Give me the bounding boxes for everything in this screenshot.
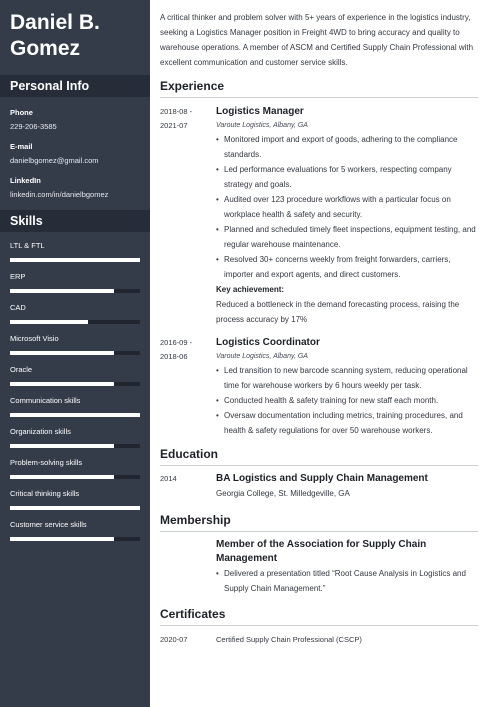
membership-bullets bbox=[216, 566, 478, 596]
skill-item bbox=[10, 517, 140, 548]
skill-level-fill bbox=[10, 382, 114, 386]
skill-item bbox=[10, 455, 140, 486]
entry-date: 2014 bbox=[160, 474, 177, 483]
certificate-entry bbox=[160, 633, 478, 647]
key-achievement-text: Reduced a bottleneck in the demand forecasting process, raising the process accuracy by 17% bbox=[216, 300, 460, 324]
job-title: Logistics Manager bbox=[216, 106, 304, 117]
linkedin-value[interactable]: linkedin.com/in/danielbgomez bbox=[10, 190, 109, 199]
bullet-item: • Led performance evaluations for 5 workers, respecting company strategy and goals. bbox=[216, 162, 478, 192]
sidebar bbox=[0, 0, 150, 707]
skills-heading: Skills bbox=[0, 210, 150, 232]
name-line-2: Gomez bbox=[10, 37, 81, 60]
skill-name: Customer service skills bbox=[10, 520, 87, 529]
company-name: Varoute Logistics, Albany, GA bbox=[216, 353, 308, 360]
job-bullets bbox=[216, 132, 478, 282]
company-name: Varoute Logistics, Albany, GA bbox=[216, 122, 308, 129]
bullet-item: • Led transition to new barcode scanning system, reducing operational time for warehouse workers by 6 hours weekly per task. bbox=[216, 363, 478, 393]
main-content bbox=[160, 0, 478, 647]
entry-date bbox=[160, 105, 216, 327]
skill-level-bar bbox=[10, 289, 140, 293]
entry-date: 2020-07 bbox=[160, 635, 188, 644]
skill-level-bar bbox=[10, 537, 140, 541]
entry-content bbox=[216, 105, 478, 327]
profile-summary: A critical thinker and problem solver with 5+ years of experience in the logistics industry, seeking a Logistics Manager position in Freight 4WD to bring accuracy and quality to warehouse operations. A member of ASCM and Certified Supply Chain Professional with excellent communication and customer service skills. bbox=[160, 13, 474, 67]
certificate-name: Certified Supply Chain Professional (CSCP) bbox=[216, 635, 362, 644]
phone-label: Phone bbox=[10, 108, 33, 117]
membership-name: Member of the Association for Supply Chain Management bbox=[216, 539, 427, 564]
bullet-item: • Monitored import and export of goods, adhering to the compliance standards. bbox=[216, 132, 478, 162]
skill-level-fill bbox=[10, 289, 114, 293]
school-name: Georgia College, St. Milledgeville, GA bbox=[216, 489, 350, 498]
entry-content bbox=[216, 538, 478, 596]
education-heading: Education bbox=[160, 447, 478, 466]
skill-item bbox=[10, 362, 140, 393]
skill-level-fill bbox=[10, 413, 140, 417]
membership-entry bbox=[160, 538, 478, 596]
skill-item bbox=[10, 393, 140, 424]
name-line-1: Daniel B. bbox=[10, 11, 100, 34]
bullet-item: • Audited over 123 procedure workflows with a particular focus on workplace health & safety and security. bbox=[216, 192, 478, 222]
email-value[interactable]: danielbgomez@gmail.com bbox=[10, 156, 99, 165]
skill-level-fill bbox=[10, 537, 114, 541]
skill-level-bar bbox=[10, 382, 140, 386]
skill-item bbox=[10, 238, 140, 269]
skill-item bbox=[10, 331, 140, 362]
date-end: 2021-07 bbox=[160, 121, 188, 130]
degree-title: BA Logistics and Supply Chain Management bbox=[216, 473, 428, 484]
skill-level-bar bbox=[10, 258, 140, 262]
skill-level-bar bbox=[10, 444, 140, 448]
skill-item bbox=[10, 269, 140, 300]
skill-name: Microsoft Visio bbox=[10, 334, 59, 343]
contact-info bbox=[0, 97, 150, 200]
bullet-item: • Delivered a presentation titled “Root Cause Analysis in Logistics and Supply Chain Management.” bbox=[216, 566, 478, 596]
skill-name: CAD bbox=[10, 303, 26, 312]
skill-name: Oracle bbox=[10, 365, 33, 374]
entry-date bbox=[160, 336, 216, 438]
skill-level-bar bbox=[10, 351, 140, 355]
experience-entry bbox=[160, 105, 478, 327]
education-entry bbox=[160, 472, 478, 502]
bullet-item: • Planned and scheduled timely fleet inspections, equipment testing, and regular warehouse maintenance. bbox=[216, 222, 478, 252]
bullet-item: • Conducted health & safety training for new staff each month. bbox=[216, 393, 478, 408]
bullet-item: • Oversaw documentation including metrics, training procedures, and health & safety regulations for over 50 warehouse workers. bbox=[216, 408, 478, 438]
entry-content bbox=[216, 336, 478, 438]
skill-name: Communication skills bbox=[10, 396, 81, 405]
job-title: Logistics Coordinator bbox=[216, 337, 320, 348]
skill-name: LTL & FTL bbox=[10, 241, 45, 250]
membership-heading: Membership bbox=[160, 513, 478, 532]
skill-level-fill bbox=[10, 351, 114, 355]
skills-list bbox=[0, 232, 150, 548]
skill-level-fill bbox=[10, 475, 114, 479]
skill-name: ERP bbox=[10, 272, 26, 281]
date-start: 2018-08 - bbox=[160, 107, 193, 116]
phone-value[interactable]: 229-206-3585 bbox=[10, 122, 57, 131]
skill-level-fill bbox=[10, 506, 140, 510]
skill-level-bar bbox=[10, 320, 140, 324]
entry-date bbox=[160, 538, 216, 596]
email-label: E-mail bbox=[10, 142, 33, 151]
certificates-heading: Certificates bbox=[160, 607, 478, 626]
skill-item bbox=[10, 424, 140, 455]
skill-level-fill bbox=[10, 444, 114, 448]
skill-name: Organization skills bbox=[10, 427, 71, 436]
skill-level-fill bbox=[10, 320, 88, 324]
date-start: 2016-09 - bbox=[160, 338, 193, 347]
skill-level-bar bbox=[10, 413, 140, 417]
skill-name: Problem-solving skills bbox=[10, 458, 83, 467]
skill-level-bar bbox=[10, 506, 140, 510]
entry-content bbox=[216, 472, 478, 502]
skill-item bbox=[10, 486, 140, 517]
linkedin-label: LinkedIn bbox=[10, 176, 41, 185]
bullet-item: • Resolved 30+ concerns weekly from freight forwarders, carriers, importer and export agents, and direct customers. bbox=[216, 252, 478, 282]
experience-entry bbox=[160, 336, 478, 438]
skill-level-fill bbox=[10, 258, 140, 262]
skill-item bbox=[10, 300, 140, 331]
skill-level-bar bbox=[10, 475, 140, 479]
skill-name: Critical thinking skills bbox=[10, 489, 80, 498]
date-end: 2018-06 bbox=[160, 352, 188, 361]
key-achievement-label: Key achievement: bbox=[216, 285, 285, 294]
candidate-name bbox=[0, 0, 150, 62]
experience-heading: Experience bbox=[160, 79, 478, 98]
personal-info-heading: Personal Info bbox=[0, 75, 150, 97]
job-bullets bbox=[216, 363, 478, 438]
